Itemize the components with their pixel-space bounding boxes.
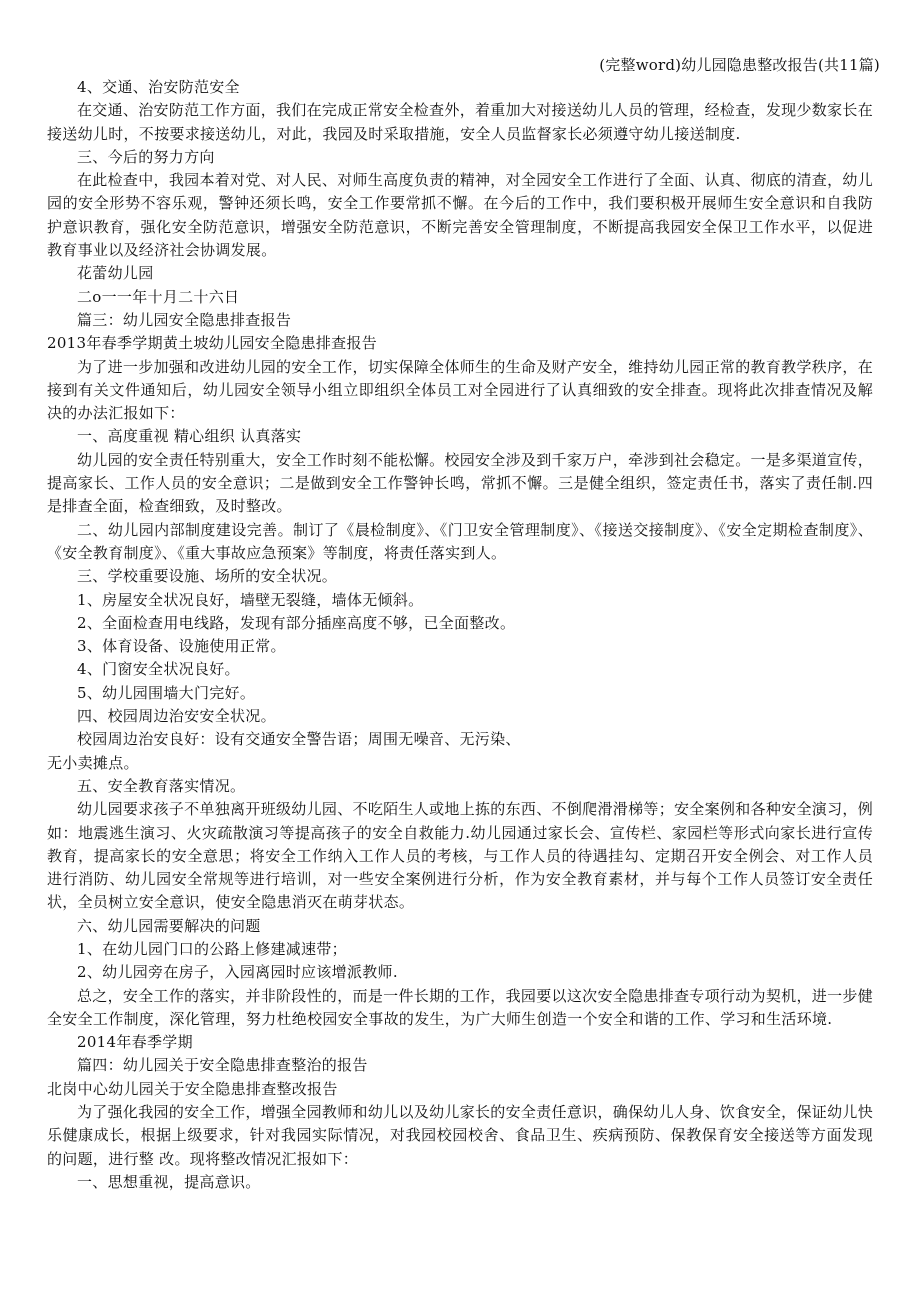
list-item: 1、在幼儿园门口的公路上修建减速带； bbox=[77, 939, 347, 958]
section-heading: 一、思想重视，提高意识。 bbox=[77, 1172, 261, 1191]
section-heading: 三、今后的努力方向 bbox=[77, 147, 215, 166]
paragraph: 总之，安全工作的落实，并非阶段性的，而是一件长期的工作，我园要以这次安全隐患排查专项行动为契机，进一步健全安全工作制度，深化管理，努力杜绝校园安全事故的发生，为广大师生创造一个安全和谐的工作、学习和生活环境. bbox=[47, 986, 873, 1028]
paragraph-continuation: 无小卖摊点。 bbox=[47, 753, 139, 772]
section-heading: 三、学校重要设施、场所的安全状况。 bbox=[77, 567, 338, 586]
signature-date: 2014年春季学期 bbox=[77, 1033, 193, 1052]
paragraph: 二、幼儿园内部制度建设完善。制订了《晨检制度》、《门卫安全管理制度》、《接送交接制度》、《安全定期检查制度》、《安全教育制度》、《重大事故应急预案》等制度，将责任落实到人。 bbox=[47, 520, 873, 562]
section-heading: 一、高度重视 精心组织 认真落实 bbox=[77, 427, 302, 446]
list-item: 4、门窗安全状况良好。 bbox=[77, 660, 240, 679]
paragraph: 校园周边治安良好：设有交通安全警告语；周围无噪音、无污染、 bbox=[77, 730, 521, 749]
chapter-heading: 篇三：幼儿园安全隐患排查报告 bbox=[77, 310, 292, 329]
paragraph: 为了强化我园的安全工作，增强全园教师和幼儿以及幼儿家长的安全责任意识，确保幼儿人身、饮食安全，保证幼儿快乐健康成长，根据上级要求，针对我园实际情况，对我园校园校舍、食品卫生、疾病预防、保教保育安全接送等方面发现的问题，进行整 改。现将整改情况汇报如下： bbox=[47, 1103, 873, 1168]
list-item: 3、体育设备、设施使用正常。 bbox=[77, 637, 286, 656]
report-title: 2013年春季学期黄土坡幼儿园安全隐患排查报告 bbox=[47, 334, 378, 353]
list-item: 1、房屋安全状况良好，墙壁无裂缝，墙体无倾斜。 bbox=[77, 590, 424, 609]
section-heading: 4、交通、治安防范安全 bbox=[77, 78, 240, 96]
list-item: 5、幼儿园围墙大门完好。 bbox=[77, 683, 256, 702]
paragraph: 在交通、治安防范工作方面，我们在完成正常安全检查外，着重加大对接送幼儿人员的管理，经检查，发现少数家长在接送幼儿时，不按要求接送幼儿，对此，我园及时采取措施，安全人员监督家长必须遵守幼儿接送制度. bbox=[47, 101, 873, 143]
signature-date: 二o一一年十月二十六日 bbox=[77, 287, 240, 306]
chapter-heading: 篇四：幼儿园关于安全隐患排查整治的报告 bbox=[77, 1056, 368, 1075]
section-heading: 四、校园周边治安安全状况。 bbox=[77, 707, 276, 726]
report-title: 北岗中心幼儿园关于安全隐患排查整改报告 bbox=[47, 1079, 338, 1098]
signature-org: 花蕾幼儿园 bbox=[77, 264, 154, 283]
page-header-title: (完整word)幼儿园隐患整改报告(共11篇) bbox=[599, 56, 880, 74]
paragraph: 幼儿园要求孩子不单独离开班级幼儿园、不吃陌生人或地上拣的东西、不倒爬滑滑梯等；安全案例和各种安全演习，例如：地震逃生演习、火灾疏散演习等提高孩子的安全自救能力.幼儿园通过家长会、宣传栏、家园栏等形式向家长进行宣传教育，提高家长的安全意思；将安全工作纳入工作人员的考核，与工作人员的待遇挂勾、定期召开安全例会、对工作人员进行消防、幼儿园安全常规等进行培训，对一些安全案例进行分析，作为安全教育素材，并与每个工作人员签订安全责任状，全员树立安全意识，使安全隐患消灭在萌芽状态。 bbox=[47, 800, 873, 912]
section-heading: 六、幼儿园需要解决的问题 bbox=[77, 916, 261, 935]
section-heading: 五、安全教育落实情况。 bbox=[77, 776, 246, 795]
document-body bbox=[47, 76, 873, 1194]
paragraph: 在此检查中，我园本着对党、对人民、对师生高度负责的精神，对全园安全工作进行了全面、认真、彻底的清查，幼儿园的安全形势不容乐观，警钟还须长鸣，安全工作要常抓不懈。在今后的工作中，我们要积极开展师生安全意识和自我防护意识教育，强化安全防范意识，增强安全防范意识，不断完善安全管理制度，不断提高我园安全保卫工作水平，以促进教育事业以及经济社会协调发展。 bbox=[47, 171, 873, 260]
paragraph: 为了进一步加强和改进幼儿园的安全工作，切实保障全体师生的生命及财产安全，维持幼儿园正常的教育教学秩序，在接到有关文件通知后，幼儿园安全领导小组立即组织全体员工对全园进行了认真细致的安全排查。现将此次排查情况及解决的办法汇报如下： bbox=[47, 357, 873, 423]
list-item: 2、幼儿园旁在房子，入园离园时应该增派教师. bbox=[77, 963, 398, 982]
paragraph: 幼儿园的安全责任特别重大，安全工作时刻不能松懈。校园安全涉及到千家万户，牵涉到社会稳定。一是多渠道宣传，提高家长、工作人员的安全意识；二是做到安全工作警钟长鸣，常抓不懈。三是健全组织，签定责任书，落实了责任制.四是排查全面，检查细致，及时整改。 bbox=[47, 450, 873, 516]
list-item: 2、全面检查用电线路，发现有部分插座高度不够，已全面整改。 bbox=[77, 613, 516, 632]
